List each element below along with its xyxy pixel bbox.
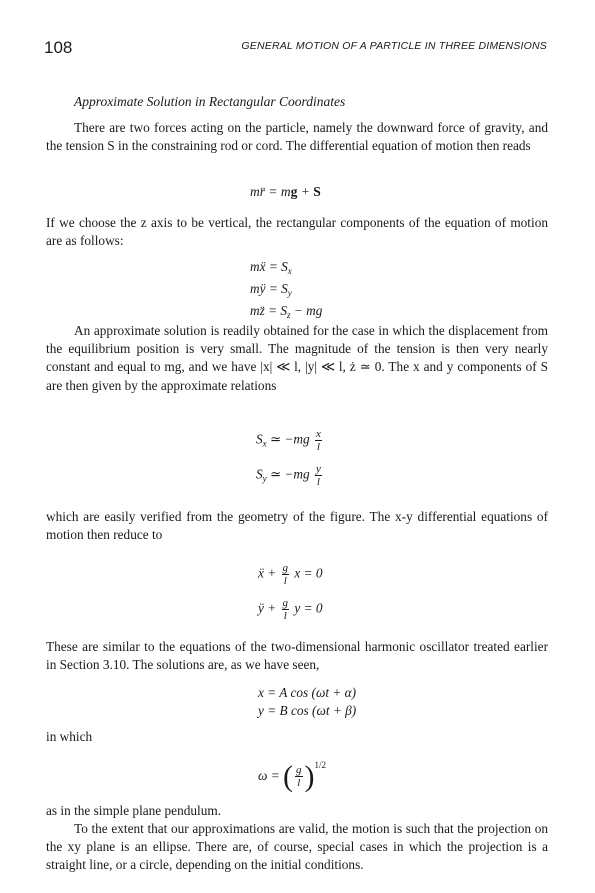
paragraph-2: If we choose the z axis to be vertical, the rectangular components of the equation of motion are as follows:	[46, 215, 548, 249]
equation-3-line-2: $S_y$ ≃ −mg $\frac{y}{l}$	[256, 463, 321, 488]
equation-4-line-1: ẍ + $\frac{g}{l}$ x = 0	[258, 562, 323, 587]
equation-3-line-1: $S_x$ ≃ −mg $\frac{x}{l}$	[256, 428, 321, 453]
equation-1: mr̈ = mg + S	[250, 184, 321, 199]
paragraph-6: in which	[46, 729, 93, 744]
running-head: GENERAL MOTION OF A PARTICLE IN THREE DIMENSIONS	[241, 40, 547, 52]
section-title: Approximate Solution in Rectangular Coordinates	[74, 94, 346, 109]
equation-2: mẍ = $S_x$ mÿ = $S_y$ mz̈ = $S_z$ − mg	[250, 259, 323, 320]
paragraph-8: To the extent that our approximations are valid, the motion is such that the projection on the xy plane is an ellipse. There are, of course, special cases in which the projection is a straight line, or a circle, depending on the initial conditions.	[46, 821, 548, 873]
equation-6: ω = ( $\frac{g}{l}$ )$^{1/2}$	[258, 759, 327, 793]
paragraph-4: which are easily verified from the geometry of the figure. The x-y differential equations of motion then reduce to	[46, 509, 548, 543]
paragraph-5: These are similar to the equations of the two-dimensional harmonic oscillator treated earlier in Section 3.10. The solutions are, as we have seen,	[46, 639, 548, 673]
paragraph-1: There are two forces acting on the particle, namely the downward force of gravity, and the tension S in the constraining rod or cord. The differential equation of motion then reads	[46, 120, 548, 154]
paragraph-3: An approximate solution is readily obtained for the case in which the displacement from the equilibrium position is very small. The magnitude of the tension is then very nearly constant and equal to mg, and we have |x| ≪ l, |y| ≪ l, ż ≃ 0. The x and y components of S are then given by the approximate relations	[46, 323, 548, 393]
paragraph-7: as in the simple plane pendulum.	[46, 803, 222, 818]
equation-4-line-2: ÿ + $\frac{g}{l}$ y = 0	[258, 597, 323, 622]
page-number: 108	[44, 38, 73, 57]
equation-5: x = A cos (ωt + α) y = B cos (ωt + β)	[258, 685, 357, 718]
